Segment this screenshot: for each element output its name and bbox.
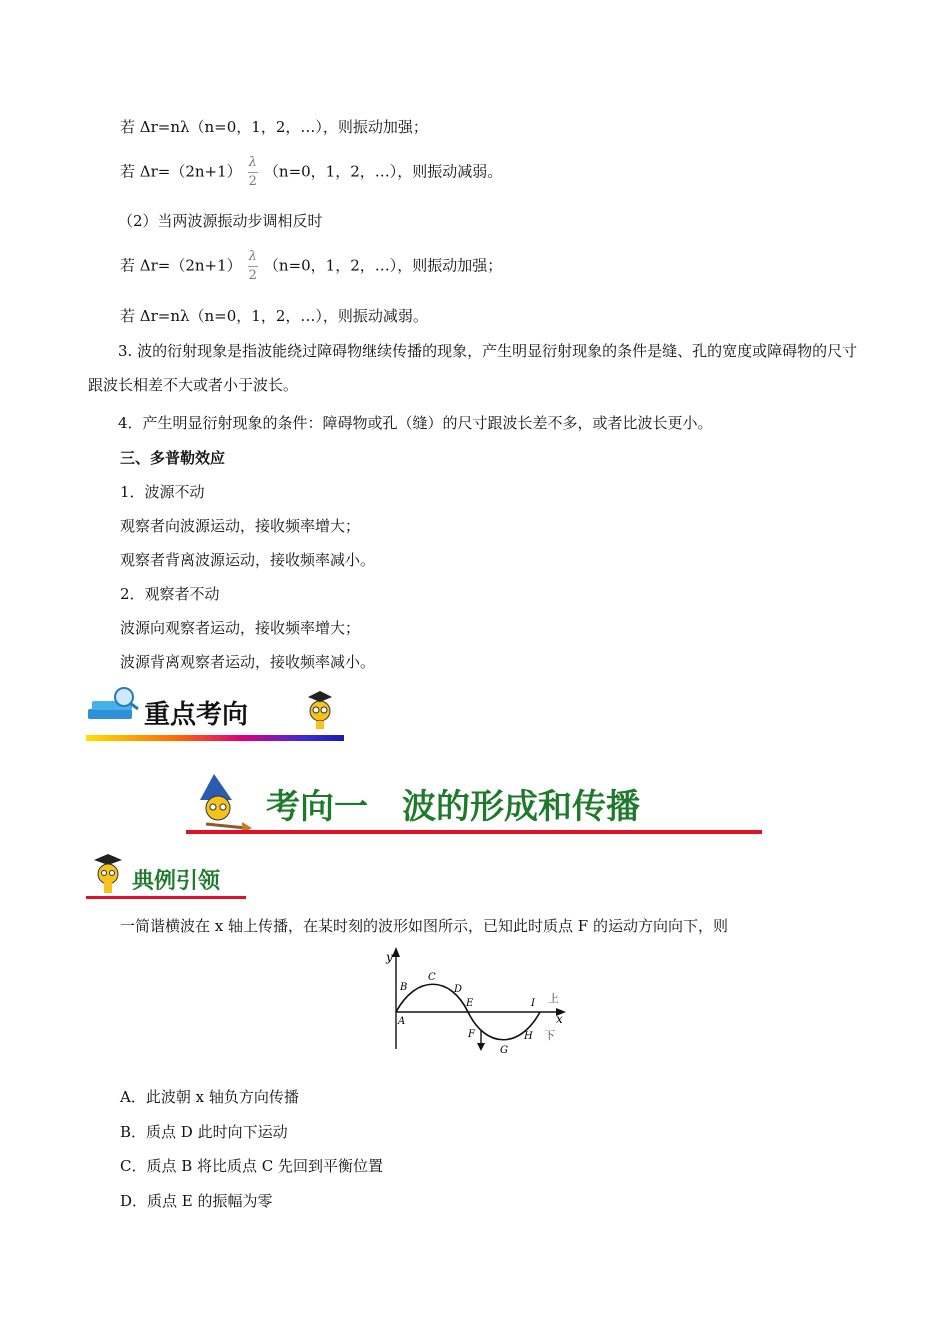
key-direction-text: 重点考向 (144, 700, 249, 730)
section-3-title: 三、多普勒效应 (120, 449, 226, 467)
x-axis-label: x (556, 1012, 563, 1026)
section-3-item-1b: 观察者背离波源运动，接收频率减小。 (120, 551, 376, 569)
option-d: D．质点 E 的振幅为零 (120, 1192, 273, 1210)
in-phase-strengthen: 若 Δr=nλ（n=0，1，2，…），则振动加强； (120, 118, 428, 136)
point-a-label: A (398, 1016, 406, 1027)
books-icon (88, 688, 138, 719)
fraction-denominator: 2 (248, 268, 257, 283)
point-i-label: I (531, 998, 535, 1009)
section-3-item-1: 1．波源不动 (120, 483, 205, 501)
lambda-over-two-fraction (248, 156, 258, 189)
point-4-paragraph: 4．产生明显衍射现象的条件：障碍物或孔（缝）的尺寸跟波长差不多，或者比波长更小。 (118, 414, 713, 432)
topic-one-banner (186, 770, 766, 838)
section-3-item-1a: 观察者向波源运动，接收频率增大； (120, 517, 361, 535)
anti-phase-title: （2）当两波源振动步调相反时 (118, 212, 323, 230)
mascot-icon (308, 691, 332, 729)
fraction-numerator: λ (248, 250, 258, 267)
point-e-label: E (466, 998, 474, 1009)
wave-figure (380, 945, 580, 1055)
down-label: 下 (544, 1029, 555, 1042)
key-direction-banner (86, 683, 346, 743)
example-banner (86, 852, 251, 902)
in-phase-weaken (120, 156, 502, 189)
fraction-numerator: λ (248, 156, 258, 173)
anti-phase-strengthen-prefix: 若 Δr=（2n+1） (120, 256, 242, 275)
up-label: 上 (548, 992, 559, 1005)
anti-phase-strengthen-suffix: （n=0，1，2，…），则振动加强； (263, 256, 503, 275)
example-text: 典例引领 (132, 868, 221, 894)
point-b-label: B (400, 982, 408, 993)
topic-one-text: 考向一 波的形成和传播 (266, 787, 640, 827)
question-stem: 一简谐横波在 x 轴上传播，在某时刻的波形如图所示，已知此时质点 F 的运动方向向下，则 (120, 917, 728, 935)
f-down-arrow-icon (477, 1043, 485, 1051)
in-phase-weaken-prefix: 若 Δr=（2n+1） (120, 162, 242, 181)
option-a: A．此波朝 x 轴负方向传播 (120, 1088, 299, 1106)
point-d-label: D (454, 984, 463, 995)
in-phase-weaken-suffix: （n=0，1，2，…），则振动减弱。 (263, 162, 503, 181)
anti-phase-weaken: 若 Δr=nλ（n=0，1，2，…），则振动减弱。 (120, 307, 428, 325)
wizard-mascot-icon (200, 774, 252, 834)
point-c-label: C (428, 972, 436, 983)
y-axis-label: y (386, 950, 393, 964)
section-3-item-2: 2．观察者不动 (120, 585, 220, 603)
y-axis-arrow-icon (392, 947, 400, 957)
point-3-paragraph: 3. 波的衍射现象是指波能绕过障碍物继续传播的现象，产生明显衍射现象的条件是缝、孔的宽度或障碍物的尺寸跟波长相差不大或者小于波长。 (88, 342, 858, 394)
point-f-label: F (468, 1029, 475, 1040)
anti-phase-strengthen (120, 250, 502, 283)
lambda-over-two-fraction-2 (248, 250, 258, 283)
point-g-label: G (500, 1045, 508, 1055)
section-3-item-2b: 波源背离观察者运动，接收频率减小。 (120, 653, 376, 671)
option-b: B．质点 D 此时向下运动 (120, 1123, 288, 1141)
section-3-item-2a: 波源向观察者运动，接收频率增大； (120, 619, 361, 637)
fraction-denominator: 2 (248, 174, 257, 189)
scholar-mascot-icon (94, 854, 122, 893)
point-h-label: H (524, 1031, 533, 1042)
option-c: C．质点 B 将比质点 C 先回到平衡位置 (120, 1157, 384, 1175)
